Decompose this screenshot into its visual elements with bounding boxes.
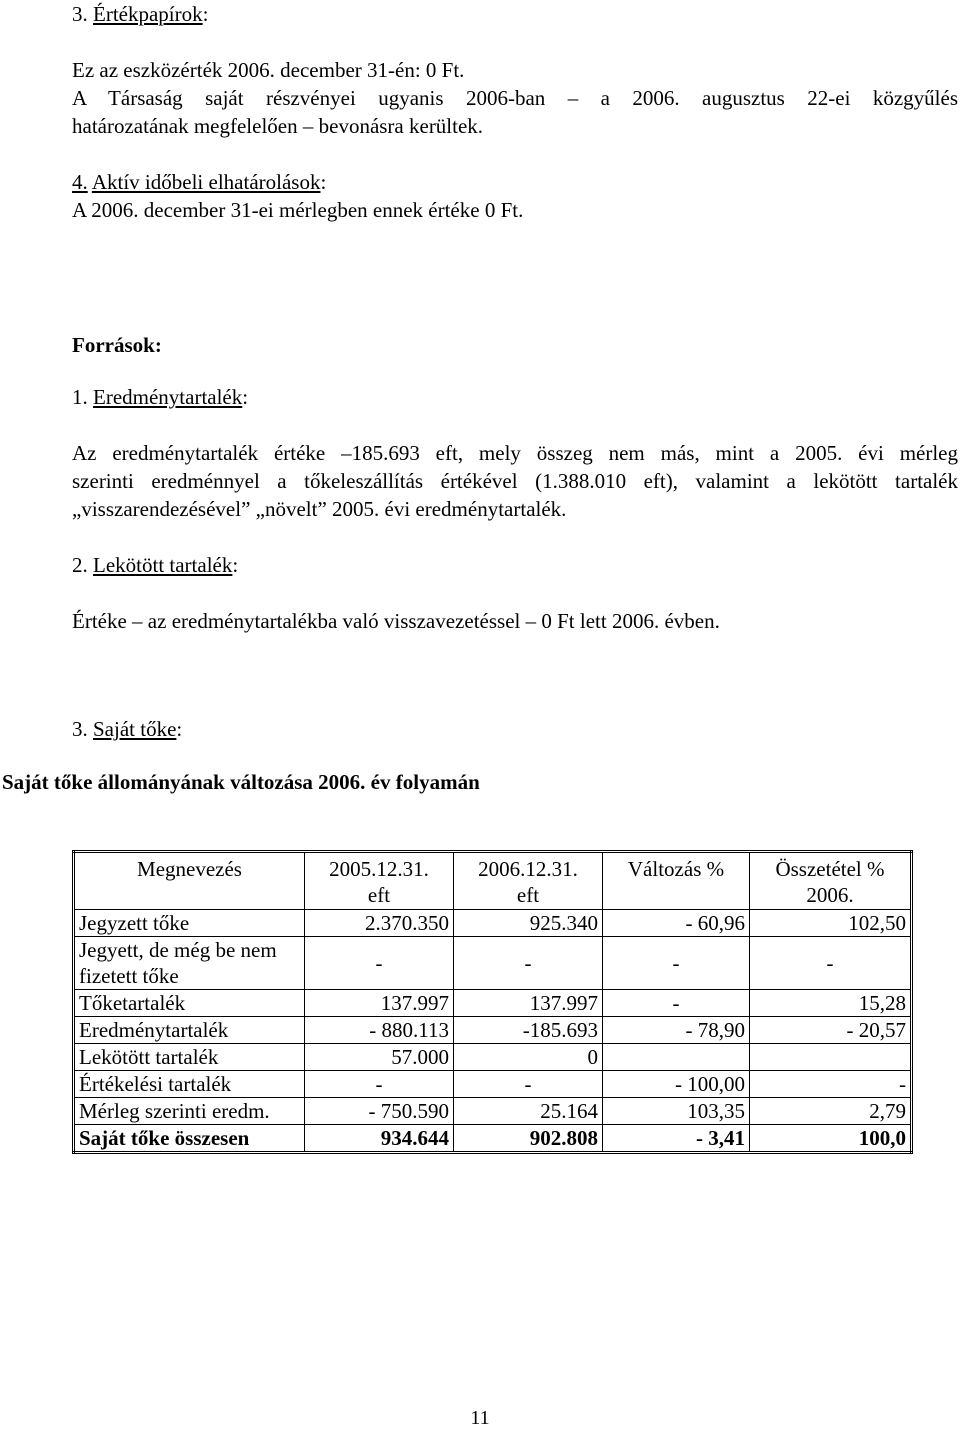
- header-valtozas: Változás %: [603, 852, 750, 910]
- heading-number: 2.: [72, 553, 88, 577]
- table-row: [74, 990, 912, 1017]
- row-name-line-2: fizetett tőke: [79, 964, 179, 988]
- row-name: Eredménytartalék: [74, 1017, 305, 1044]
- row-change: [603, 1044, 750, 1071]
- row-name: Saját tőke összesen: [74, 1125, 305, 1153]
- row-name: Értékelési tartalék: [74, 1071, 305, 1098]
- f1-line-2: szerinti eredménnyel a tőkeleszállítás értékével (1.388.010 eft), valamint a lekötött tartalék: [72, 469, 958, 493]
- row-2005: 57.000: [305, 1044, 454, 1071]
- heading-number: 1.: [72, 385, 88, 409]
- header-2005-unit: eft: [367, 883, 391, 907]
- row-2005: - 880.113: [305, 1017, 454, 1044]
- heading-title: Értékpapírok: [93, 2, 203, 26]
- row-name: Mérleg szerinti eredm.: [74, 1098, 305, 1125]
- row-2006: 0: [454, 1044, 603, 1071]
- table-row: [74, 910, 912, 937]
- f1-line-1: Az eredménytartalék értéke –185.693 eft, mely összeg nem más, mint a 2005. évi mérleg: [72, 441, 958, 465]
- table-row: [74, 1044, 912, 1071]
- heading-title: Saját tőke: [93, 717, 177, 741]
- row-composition: - 20,57: [750, 1017, 912, 1044]
- s3-line-2: A Társaság saját részvényei ugyanis 2006-ban – a 2006. augusztus 22-ei közgyűlés: [72, 86, 958, 110]
- row-composition: [750, 1044, 912, 1071]
- heading-number: 3.: [72, 2, 88, 26]
- row-composition: -: [750, 1071, 912, 1098]
- row-2006: -: [454, 1071, 603, 1098]
- row-2006: 137.997: [454, 990, 603, 1017]
- row-2006: 25.164: [454, 1098, 603, 1125]
- row-2006: -: [454, 937, 603, 990]
- row-composition: 100,0: [750, 1125, 912, 1153]
- heading-title: Aktív időbeli elhatárolások: [91, 170, 321, 194]
- row-2005: 2.370.350: [305, 910, 454, 937]
- header-osszetetel-year: 2006.: [806, 883, 854, 907]
- row-composition: 102,50: [750, 910, 912, 937]
- equity-table: [72, 850, 913, 1154]
- header-2006-date: 2006.12.31.: [478, 857, 578, 881]
- header-osszetetel: [750, 852, 912, 910]
- page-number: 11: [470, 1407, 490, 1429]
- header-2005-date: 2005.12.31.: [329, 857, 429, 881]
- row-2005: 137.997: [305, 990, 454, 1017]
- row-change: -: [603, 937, 750, 990]
- table-row: [74, 1017, 912, 1044]
- heading-ertekpapirok: 3. Értékpapírok:: [72, 2, 209, 26]
- table-row: [74, 1071, 912, 1098]
- heading-number: 4.: [72, 170, 88, 194]
- row-composition: -: [750, 937, 912, 990]
- row-change: -: [603, 990, 750, 1017]
- row-2005: -: [305, 937, 454, 990]
- heading-title: Eredménytartalék: [93, 385, 243, 409]
- header-2006: [454, 852, 603, 910]
- row-change: - 60,96: [603, 910, 750, 937]
- row-change: - 78,90: [603, 1017, 750, 1044]
- table-row: [74, 1098, 912, 1125]
- s4-line-1: A 2006. december 31-ei mérlegben ennek értéke 0 Ft.: [72, 198, 524, 222]
- row-name-line-1: Jegyett, de még be nem: [79, 938, 277, 962]
- table-header-row: [74, 852, 912, 910]
- row-2005: - 750.590: [305, 1098, 454, 1125]
- header-2006-unit: eft: [516, 883, 540, 907]
- header-megnevezes: Megnevezés: [74, 852, 305, 910]
- f2-line-1: Értéke – az eredménytartalékba való visszavezetéssel – 0 Ft lett 2006. évben.: [72, 609, 720, 633]
- row-change: - 100,00: [603, 1071, 750, 1098]
- row-composition: 15,28: [750, 990, 912, 1017]
- s3-line-3: határozatának megfelelően – bevonásra kerültek.: [72, 114, 484, 138]
- heading-sajat-toke: 3. Saját tőke:: [72, 717, 183, 741]
- table-title: Saját tőke állományának változása 2006. év folyamán: [2, 770, 480, 794]
- table-total-row: [74, 1125, 912, 1153]
- heading-lekotott-tartalek: 2. Lekötött tartalék:: [72, 553, 239, 577]
- row-name: Jegyzett tőke: [74, 910, 305, 937]
- row-2005: -: [305, 1071, 454, 1098]
- table-row: [74, 937, 912, 990]
- row-change: 103,35: [603, 1098, 750, 1125]
- f1-line-3: „visszarendezésével” „növelt” 2005. évi eredménytartalék.: [72, 497, 567, 521]
- heading-aktiv-idobeli: 4. Aktív időbeli elhatárolások:: [72, 170, 327, 194]
- s3-line-1: Ez az eszközérték 2006. december 31-én: 0 Ft.: [72, 58, 465, 82]
- row-2006: -185.693: [454, 1017, 603, 1044]
- row-change: - 3,41: [603, 1125, 750, 1153]
- heading-number: 3.: [72, 717, 88, 741]
- header-2005: [305, 852, 454, 910]
- heading-eredmenytartalek: 1. Eredménytartalék:: [72, 385, 249, 409]
- row-composition: 2,79: [750, 1098, 912, 1125]
- row-name: Lekötött tartalék: [74, 1044, 305, 1071]
- heading-forrasok: Források:: [72, 333, 162, 357]
- row-2006: 925.340: [454, 910, 603, 937]
- header-osszetetel-label: Összetétel %: [775, 857, 885, 881]
- row-2006: 902.808: [454, 1125, 603, 1153]
- row-name: [74, 937, 305, 990]
- row-name: Tőketartalék: [74, 990, 305, 1017]
- row-2005: 934.644: [305, 1125, 454, 1153]
- heading-title: Lekötött tartalék: [93, 553, 233, 577]
